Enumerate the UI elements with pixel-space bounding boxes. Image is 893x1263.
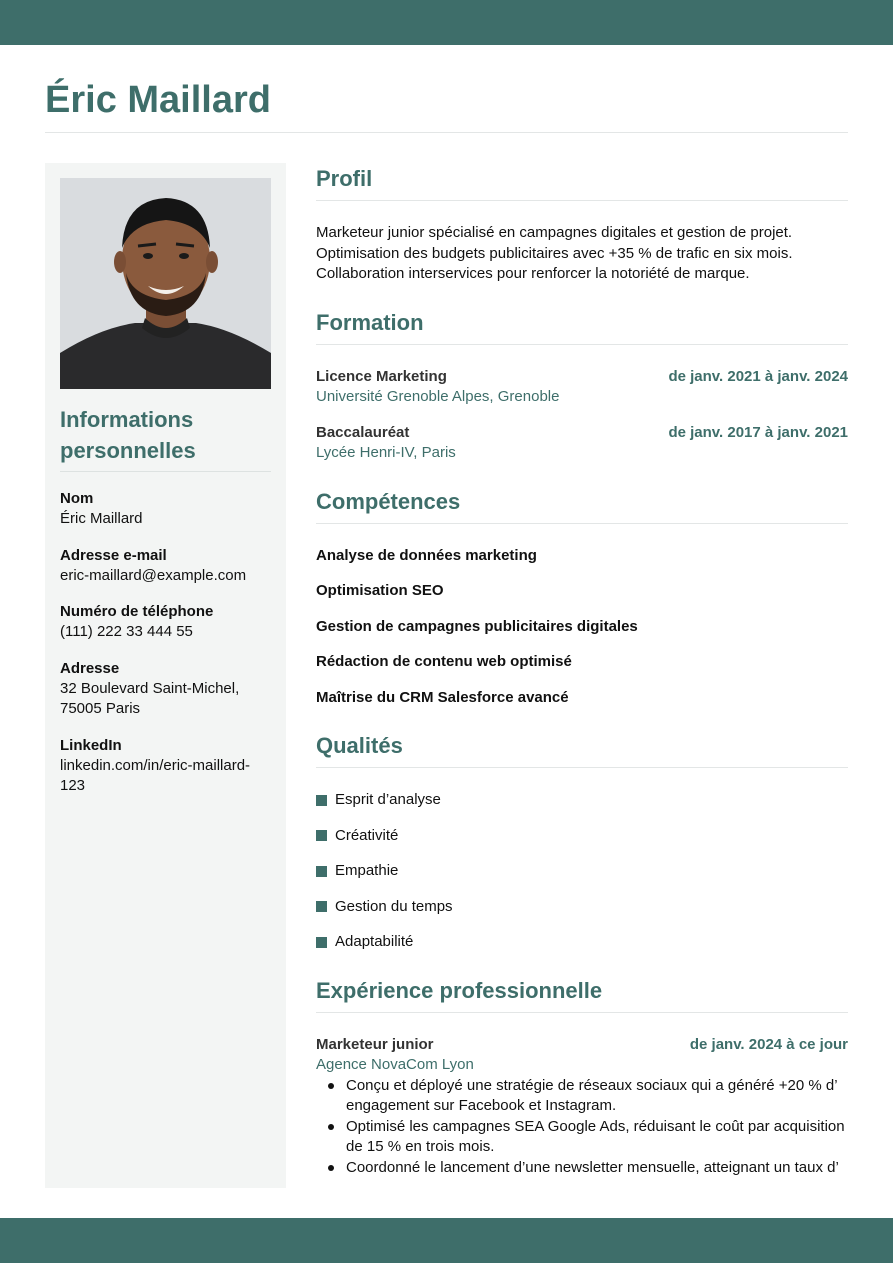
education-entry	[316, 367, 848, 408]
skill-item: Analyse de données marketing	[316, 546, 537, 564]
info-item-linkedin	[60, 735, 271, 797]
section-title-skills: Compétences	[316, 488, 461, 514]
square-bullet-icon	[316, 795, 327, 806]
profile-section	[316, 163, 848, 285]
address-value: 32 Boulevard Saint-Michel, 75005 Paris	[60, 679, 240, 717]
school-name: Université Grenoble Alpes, Grenoble	[316, 388, 560, 405]
info-value: Éric Maillard	[60, 510, 143, 527]
square-bullet-icon	[316, 937, 327, 948]
title-divider	[45, 132, 848, 133]
info-item-address	[60, 658, 271, 720]
education-section	[316, 307, 848, 464]
bullet-dot-icon	[328, 1124, 334, 1130]
quality-item	[316, 861, 848, 882]
section-title-profile: Profil	[316, 166, 373, 191]
info-label: Nom	[60, 490, 94, 507]
section-title-qualities: Qualités	[316, 733, 403, 758]
achievement-item	[316, 1158, 848, 1179]
section-divider	[316, 767, 848, 768]
quality-item	[316, 790, 848, 811]
bullet-dot-icon	[328, 1083, 334, 1089]
candidate-name: Éric Maillard	[45, 79, 271, 121]
section-divider	[316, 523, 848, 524]
quality-item	[316, 826, 848, 847]
skills-section	[316, 486, 848, 709]
section-divider	[316, 200, 848, 201]
square-bullet-icon	[316, 830, 327, 841]
skill-item: Optimisation SEO	[316, 582, 444, 599]
company-name: Agence NovaCom Lyon	[316, 1056, 474, 1073]
personal-info-list	[60, 488, 271, 812]
achievement-text: Optimisé les campagnes SEA Google Ads, réduisant le coût par acquisition de 15 % en trois mois.	[346, 1117, 845, 1155]
portrait-photo	[60, 178, 271, 389]
square-bullet-icon	[316, 866, 327, 877]
entry-dates: de janv. 2017 à janv. 2021	[668, 423, 848, 441]
skill-item: Gestion de campagnes publicitaires digitales	[316, 617, 638, 635]
achievement-item	[316, 1117, 848, 1158]
quality-label: Adaptabilité	[335, 933, 414, 950]
quality-label: Créativité	[335, 826, 399, 844]
section-title-education: Formation	[316, 309, 424, 335]
quality-item	[316, 932, 848, 953]
quality-label: Empathie	[335, 862, 399, 879]
degree-title: Baccalauréat	[316, 423, 410, 441]
info-item-email	[60, 545, 271, 587]
skill-item: Rédaction de contenu web optimisé	[316, 653, 572, 670]
sidebar	[45, 163, 286, 1188]
achievement-list	[316, 1076, 848, 1179]
entry-dates: de janv. 2024 à ce jour	[689, 1035, 848, 1053]
sidebar-divider	[60, 471, 271, 472]
quality-label: Gestion du temps	[335, 897, 453, 915]
qualities-section	[316, 730, 848, 953]
info-item-phone	[60, 601, 271, 643]
personal-info-heading: Informations personnelles	[60, 407, 196, 463]
quality-item	[316, 897, 848, 918]
quality-label: Esprit d’analyse	[335, 791, 441, 808]
experience-entry	[316, 1035, 848, 1179]
bullet-dot-icon	[328, 1165, 334, 1171]
section-title-experience: Expérience professionnelle	[316, 977, 603, 1003]
achievement-text: Conçu et déployé une stratégie de réseaux sociaux qui a généré +20 % d’ engagement sur Facebook et Instagram.	[346, 1076, 838, 1114]
main-content	[316, 163, 848, 1178]
entry-dates: de janv. 2021 à janv. 2024	[668, 367, 848, 385]
profile-summary: Marketeur junior spécialisé en campagnes digitales et gestion de projet. Optimisation des budgets publicitaires avec +35 % de trafic en six mois. Collaboration interservices pour renforcer la notoriété de marque.	[316, 224, 793, 282]
achievement-item	[316, 1076, 848, 1117]
achievement-text: Coordonné le lancement d’une newsletter mensuelle, atteignant un taux d’	[346, 1158, 839, 1176]
experience-section	[316, 975, 848, 1179]
info-label: Numéro de téléphone	[60, 603, 214, 620]
education-entry	[316, 423, 848, 464]
school-name: Lycée Henri-IV, Paris	[316, 444, 456, 461]
info-label: Adresse e-mail	[60, 546, 167, 564]
email-value: eric-maillard@example.com	[60, 566, 247, 584]
square-bullet-icon	[316, 901, 327, 912]
job-title: Marketeur junior	[316, 1035, 434, 1053]
linkedin-value: linkedin.com/in/eric-maillard-123	[60, 756, 251, 794]
info-item-name	[60, 488, 271, 530]
bottom-color-band	[0, 1218, 893, 1263]
top-color-band	[0, 0, 893, 45]
section-divider	[316, 1012, 848, 1013]
info-label: Adresse	[60, 659, 120, 677]
info-label: LinkedIn	[60, 736, 122, 754]
section-divider	[316, 344, 848, 345]
phone-value: (111) 222 33 444 55	[60, 623, 193, 640]
skill-item: Maîtrise du CRM Salesforce avancé	[316, 688, 569, 706]
degree-title: Licence Marketing	[316, 367, 447, 385]
